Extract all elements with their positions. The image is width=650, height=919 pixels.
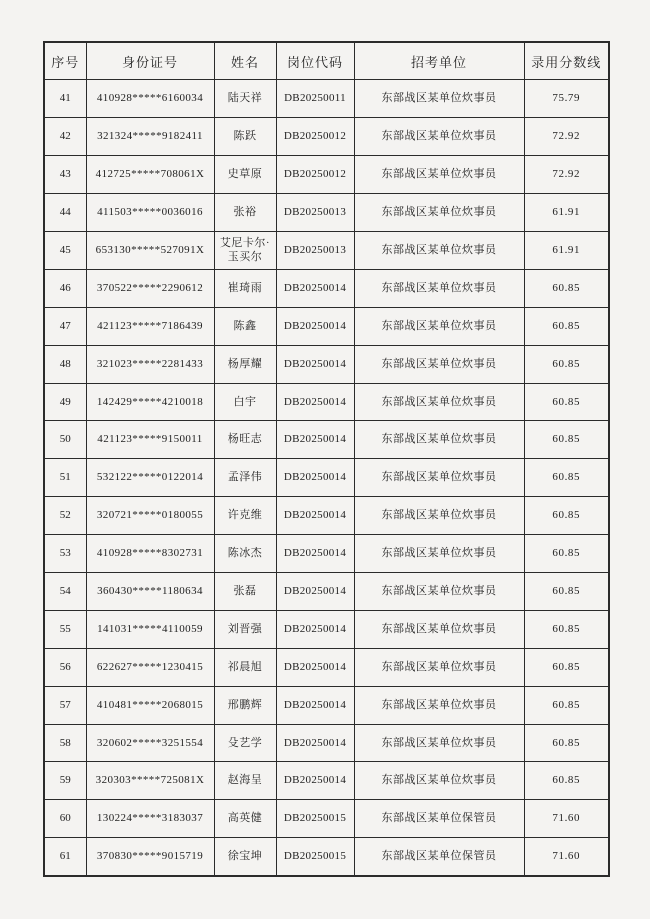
- admission-score-table: [43, 41, 610, 877]
- name-cell: 陆天祥: [214, 80, 276, 118]
- table-row: [44, 307, 609, 345]
- table-row: [44, 345, 609, 383]
- position-code-cell: DB20250014: [276, 345, 354, 383]
- table-row: [44, 800, 609, 838]
- id-number-cell: 421123*****7186439: [86, 307, 214, 345]
- position-code-cell: DB20250014: [276, 572, 354, 610]
- table-row: [44, 80, 609, 118]
- index-cell: 44: [44, 194, 86, 232]
- score-line-cell: 60.85: [524, 269, 609, 307]
- score-line-cell: 60.85: [524, 307, 609, 345]
- name-cell: 刘晋强: [214, 610, 276, 648]
- score-line-cell: 60.85: [524, 459, 609, 497]
- table-row: [44, 762, 609, 800]
- position-code-cell: DB20250014: [276, 686, 354, 724]
- name-cell: 孟泽伟: [214, 459, 276, 497]
- name-cell: 陈冰杰: [214, 535, 276, 573]
- recruiting-unit-cell: 东部战区某单位炊事员: [354, 497, 524, 535]
- score-line-cell: 60.85: [524, 345, 609, 383]
- id-number-cell: 410481*****2068015: [86, 686, 214, 724]
- header-col-name: 姓名: [214, 42, 276, 80]
- name-cell: 高英健: [214, 800, 276, 838]
- id-number-cell: 421123*****9150011: [86, 421, 214, 459]
- name-cell: 张裕: [214, 194, 276, 232]
- index-cell: 54: [44, 572, 86, 610]
- id-number-cell: 370830*****9015719: [86, 838, 214, 876]
- position-code-cell: DB20250014: [276, 307, 354, 345]
- index-cell: 51: [44, 459, 86, 497]
- index-cell: 56: [44, 648, 86, 686]
- index-cell: 45: [44, 231, 86, 269]
- position-code-cell: DB20250014: [276, 421, 354, 459]
- recruiting-unit-cell: 东部战区某单位炊事员: [354, 156, 524, 194]
- name-cell: 徐宝坤: [214, 838, 276, 876]
- score-line-cell: 71.60: [524, 838, 609, 876]
- name-cell: 陈鑫: [214, 307, 276, 345]
- index-cell: 61: [44, 838, 86, 876]
- table-row: [44, 648, 609, 686]
- score-line-cell: 61.91: [524, 194, 609, 232]
- id-number-cell: 410928*****6160034: [86, 80, 214, 118]
- recruiting-unit-cell: 东部战区某单位炊事员: [354, 118, 524, 156]
- recruiting-unit-cell: 东部战区某单位炊事员: [354, 610, 524, 648]
- score-line-cell: 60.85: [524, 383, 609, 421]
- header-col-id-number: 身份证号: [86, 42, 214, 80]
- position-code-cell: DB20250014: [276, 497, 354, 535]
- name-cell: 史草原: [214, 156, 276, 194]
- recruiting-unit-cell: 东部战区某单位炊事员: [354, 194, 524, 232]
- score-line-cell: 60.85: [524, 610, 609, 648]
- index-cell: 43: [44, 156, 86, 194]
- id-number-cell: 320602*****3251554: [86, 724, 214, 762]
- index-cell: 57: [44, 686, 86, 724]
- index-cell: 59: [44, 762, 86, 800]
- index-cell: 41: [44, 80, 86, 118]
- score-line-cell: 60.85: [524, 762, 609, 800]
- index-cell: 53: [44, 535, 86, 573]
- header-col-position-code: 岗位代码: [276, 42, 354, 80]
- table-row: [44, 610, 609, 648]
- table-row: [44, 383, 609, 421]
- index-cell: 48: [44, 345, 86, 383]
- table-row: [44, 231, 609, 269]
- id-number-cell: 130224*****3183037: [86, 800, 214, 838]
- table-row: [44, 724, 609, 762]
- position-code-cell: DB20250014: [276, 762, 354, 800]
- position-code-cell: DB20250014: [276, 383, 354, 421]
- position-code-cell: DB20250014: [276, 535, 354, 573]
- name-cell: 杨旺志: [214, 421, 276, 459]
- header-col-index: 序号: [44, 42, 86, 80]
- id-number-cell: 142429*****4210018: [86, 383, 214, 421]
- score-line-cell: 61.91: [524, 231, 609, 269]
- table-row: [44, 535, 609, 573]
- table-row: [44, 497, 609, 535]
- recruiting-unit-cell: 东部战区某单位炊事员: [354, 421, 524, 459]
- name-cell: 艾尼卡尔·玉买尔: [214, 231, 276, 269]
- index-cell: 42: [44, 118, 86, 156]
- recruiting-unit-cell: 东部战区某单位炊事员: [354, 572, 524, 610]
- recruiting-unit-cell: 东部战区某单位炊事员: [354, 459, 524, 497]
- recruiting-unit-cell: 东部战区某单位保管员: [354, 800, 524, 838]
- recruiting-unit-cell: 东部战区某单位炊事员: [354, 345, 524, 383]
- recruiting-unit-cell: 东部战区某单位炊事员: [354, 383, 524, 421]
- recruiting-unit-cell: 东部战区某单位炊事员: [354, 648, 524, 686]
- table-row: [44, 838, 609, 876]
- score-line-cell: 60.85: [524, 648, 609, 686]
- score-line-cell: 60.85: [524, 497, 609, 535]
- table-row: [44, 118, 609, 156]
- id-number-cell: 360430*****1180634: [86, 572, 214, 610]
- recruiting-unit-cell: 东部战区某单位保管员: [354, 838, 524, 876]
- table-row: [44, 686, 609, 724]
- id-number-cell: 532122*****0122014: [86, 459, 214, 497]
- position-code-cell: DB20250014: [276, 724, 354, 762]
- recruiting-unit-cell: 东部战区某单位炊事员: [354, 80, 524, 118]
- position-code-cell: DB20250014: [276, 610, 354, 648]
- id-number-cell: 321023*****2281433: [86, 345, 214, 383]
- header-col-recruiting-unit: 招考单位: [354, 42, 524, 80]
- name-cell: 邢鹏辉: [214, 686, 276, 724]
- id-number-cell: 653130*****527091X: [86, 231, 214, 269]
- score-line-cell: 71.60: [524, 800, 609, 838]
- score-line-cell: 72.92: [524, 118, 609, 156]
- score-line-cell: 60.85: [524, 686, 609, 724]
- header-col-score-line: 录用分数线: [524, 42, 609, 80]
- recruiting-unit-cell: 东部战区某单位炊事员: [354, 307, 524, 345]
- name-cell: 崔琦雨: [214, 269, 276, 307]
- id-number-cell: 410928*****8302731: [86, 535, 214, 573]
- index-cell: 52: [44, 497, 86, 535]
- score-line-cell: 75.79: [524, 80, 609, 118]
- position-code-cell: DB20250013: [276, 194, 354, 232]
- table-body: [44, 80, 609, 876]
- recruiting-unit-cell: 东部战区某单位炊事员: [354, 231, 524, 269]
- recruiting-unit-cell: 东部战区某单位炊事员: [354, 724, 524, 762]
- index-cell: 55: [44, 610, 86, 648]
- name-cell: 杨厚耀: [214, 345, 276, 383]
- score-line-cell: 60.85: [524, 572, 609, 610]
- table-row: [44, 194, 609, 232]
- name-cell: 张磊: [214, 572, 276, 610]
- position-code-cell: DB20250011: [276, 80, 354, 118]
- index-cell: 49: [44, 383, 86, 421]
- table-row: [44, 459, 609, 497]
- id-number-cell: 411503*****0036016: [86, 194, 214, 232]
- position-code-cell: DB20250014: [276, 269, 354, 307]
- recruiting-unit-cell: 东部战区某单位炊事员: [354, 269, 524, 307]
- table-row: [44, 421, 609, 459]
- recruiting-unit-cell: 东部战区某单位炊事员: [354, 762, 524, 800]
- name-cell: 祁晨旭: [214, 648, 276, 686]
- table-header-row: [44, 42, 609, 80]
- name-cell: 陈跃: [214, 118, 276, 156]
- position-code-cell: DB20250014: [276, 459, 354, 497]
- id-number-cell: 321324*****9182411: [86, 118, 214, 156]
- score-line-cell: 60.85: [524, 535, 609, 573]
- id-number-cell: 622627*****1230415: [86, 648, 214, 686]
- index-cell: 46: [44, 269, 86, 307]
- recruiting-unit-cell: 东部战区某单位炊事员: [354, 686, 524, 724]
- score-line-cell: 72.92: [524, 156, 609, 194]
- position-code-cell: DB20250012: [276, 118, 354, 156]
- index-cell: 47: [44, 307, 86, 345]
- index-cell: 58: [44, 724, 86, 762]
- id-number-cell: 320303*****725081X: [86, 762, 214, 800]
- id-number-cell: 141031*****4110059: [86, 610, 214, 648]
- recruiting-unit-cell: 东部战区某单位炊事员: [354, 535, 524, 573]
- table-row: [44, 156, 609, 194]
- index-cell: 60: [44, 800, 86, 838]
- index-cell: 50: [44, 421, 86, 459]
- id-number-cell: 320721*****0180055: [86, 497, 214, 535]
- name-cell: 许克维: [214, 497, 276, 535]
- score-line-cell: 60.85: [524, 421, 609, 459]
- id-number-cell: 412725*****708061X: [86, 156, 214, 194]
- position-code-cell: DB20250012: [276, 156, 354, 194]
- position-code-cell: DB20250015: [276, 800, 354, 838]
- table-row: [44, 572, 609, 610]
- position-code-cell: DB20250014: [276, 648, 354, 686]
- name-cell: 赵海呈: [214, 762, 276, 800]
- position-code-cell: DB20250015: [276, 838, 354, 876]
- id-number-cell: 370522*****2290612: [86, 269, 214, 307]
- name-cell: 殳艺学: [214, 724, 276, 762]
- score-line-cell: 60.85: [524, 724, 609, 762]
- name-cell: 白宇: [214, 383, 276, 421]
- table-row: [44, 269, 609, 307]
- position-code-cell: DB20250013: [276, 231, 354, 269]
